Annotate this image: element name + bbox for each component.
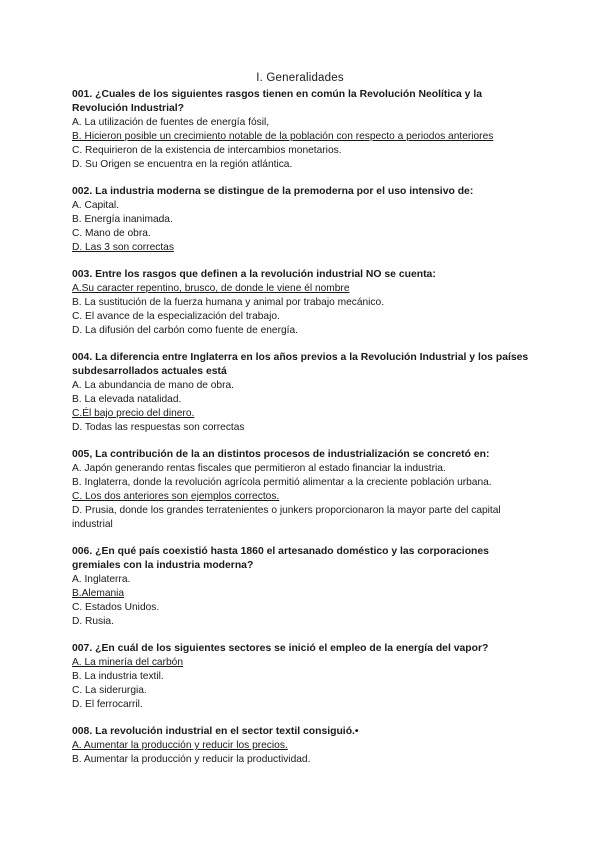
answer-option: B. Inglaterra, donde la revolución agrícola permitió alimentar a la creciente población urbana. [72,477,492,488]
question-003 [72,268,532,338]
question-text: 002. La industria moderna se distingue de la premoderna por el uso intensivo de: [72,186,474,197]
answer-option: C. Estados Unidos. [72,602,160,613]
answer-option: C. Mano de obra. [72,228,151,239]
answer-option: D. Prusia, donde los grandes terratenientes o junkers proporcionaron la mayor parte del capital industrial [72,505,501,530]
answer-option: D. La difusión del carbón como fuente de energía. [72,325,298,336]
answer-option: D. El ferrocarril. [72,699,143,710]
question-text: 006. ¿En qué país coexistió hasta 1860 el artesanado doméstico y las corporaciones gremiales con la industria moderna? [72,546,489,571]
answer-option: B. Aumentar la producción y reducir la productividad. [72,754,311,765]
question-text: 004. La diferencia entre Inglaterra en los años previos a la Revolución Industrial y los países subdesarrollados actuales está [72,352,529,377]
answer-option-correct: B.Alemania [72,588,125,599]
answer-option: C. El avance de la especialización del trabajo. [72,311,280,322]
answer-option-correct: A. Aumentar la producción y reducir los precios. [72,740,288,751]
question-001 [72,88,532,172]
section-title: I. Generalidades [256,72,344,84]
answer-option: A. La abundancia de mano de obra. [72,380,234,391]
answer-option: A. Inglaterra. [72,574,131,585]
answer-option-correct: C. Los dos anteriores son ejemplos correctos. [72,491,280,502]
question-005 [72,448,532,532]
question-007 [72,642,532,712]
answer-option-correct: D. Las 3 son correctas [72,242,174,253]
question-002 [72,185,532,255]
answer-option-correct: B. Hicieron posible un crecimiento notable de la población con respecto a periodos anteriores [72,131,494,142]
answer-option: D. Todas las respuestas son correctas [72,422,245,433]
answer-option: D. Rusia. [72,616,114,627]
answer-option: C. Requirieron de la existencia de intercambios monetarios. [72,145,342,156]
answer-option-correct: A. La minería del carbón [72,657,183,668]
question-text: 008. La revolución industrial en el sector textil consiguió.• [72,726,359,737]
answer-option: A. Capital. [72,200,119,211]
answer-option: B. La sustitución de la fuerza humana y animal por trabajo mecánico. [72,297,385,308]
answer-option: D. Su Origen se encuentra en la región atlántica. [72,159,293,170]
answer-option: B. La elevada natalidad. [72,394,182,405]
question-text: 005, La contribución de la an distintos procesos de industrialización se concretó en: [72,449,490,460]
question-004 [72,351,532,435]
answer-option: A. Japón generando rentas fiscales que permitieron al estado financiar la industria. [72,463,446,474]
question-text: 007. ¿En cuál de los siguientes sectores se inició el empleo de la energía del vapor? [72,643,489,654]
question-text: 003. Entre los rasgos que definen a la revolución industrial NO se cuenta: [72,269,436,280]
question-008 [72,725,532,767]
question-list [72,88,532,780]
answer-option: C. La siderurgia. [72,685,147,696]
question-006 [72,545,532,629]
answer-option-correct: C.Él bajo precio del dinero. [72,408,195,419]
answer-option-correct: A.Su caracter repentino, brusco, de donde le viene él nombre [72,283,350,294]
answer-option: A. La utilización de fuentes de energía fósil, [72,117,270,128]
question-text: 001. ¿Cuales de los siguientes rasgos tienen en común la Revolución Neolítica y la Revolución Industrial? [72,89,482,114]
answer-option: B. La industria textil. [72,671,164,682]
answer-option: B. Energía inanimada. [72,214,173,225]
